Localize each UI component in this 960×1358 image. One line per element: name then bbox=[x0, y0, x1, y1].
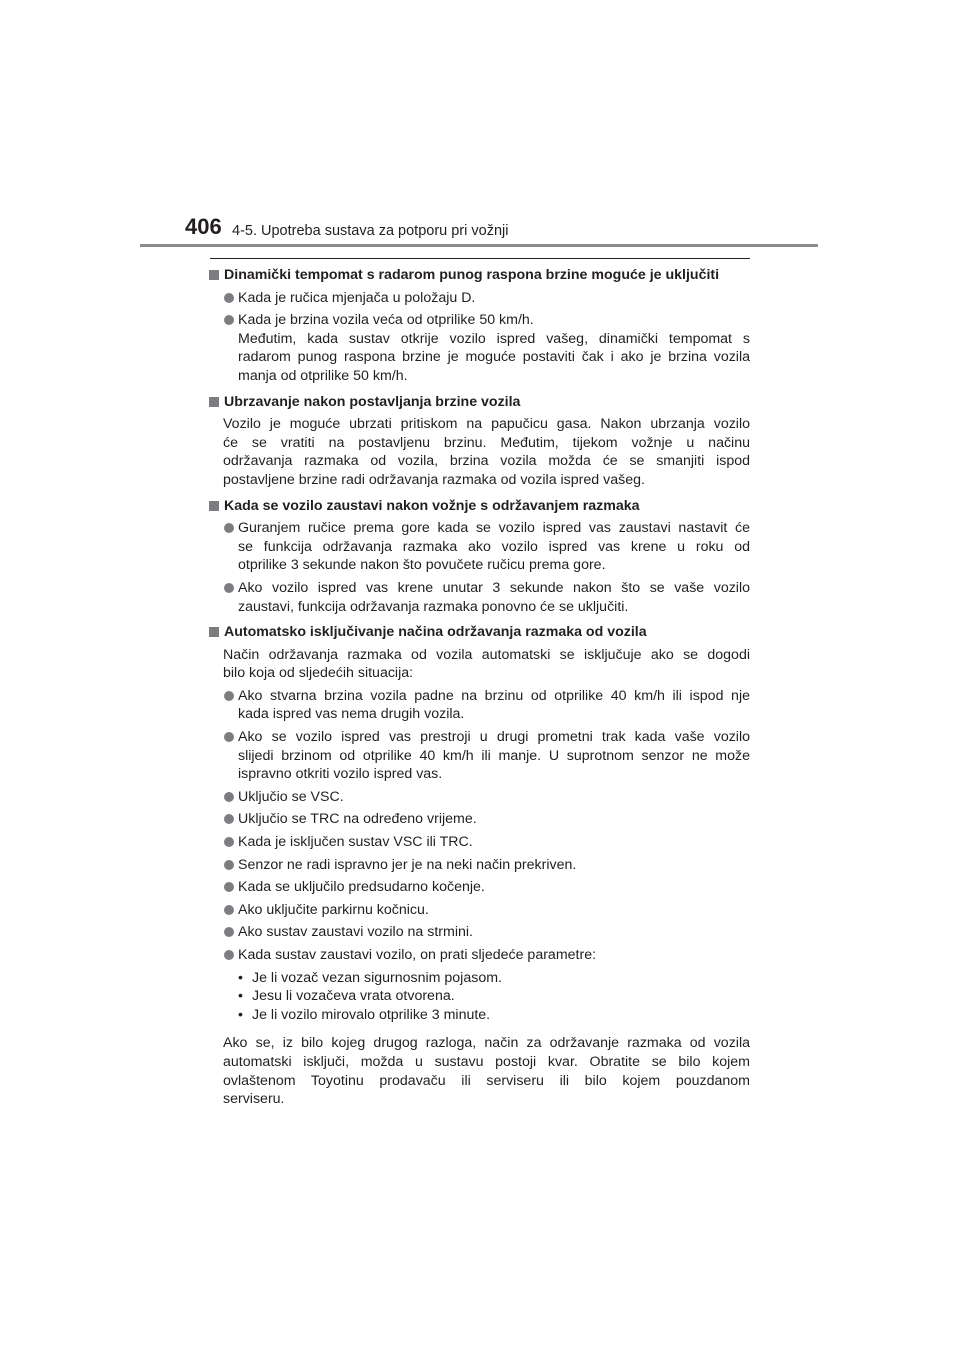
list-item: Senzor ne radi ispravno jer je na neki način prekriven. bbox=[208, 856, 750, 875]
circle-bullet-icon bbox=[224, 882, 234, 892]
list-item: Ako se vozilo ispred vas prestroji u drugi prometni trak kada vaše vozilo slijedi brzinom od otprilike 40 km/h ili manje. U suprotnom senzor ne može ispravno otkriti vozilo ispred vas. bbox=[208, 728, 750, 784]
circle-bullet-icon bbox=[224, 523, 234, 533]
circle-bullet-icon bbox=[224, 315, 234, 325]
section-heading: Kada se vozilo zaustavi nakon vožnje s održavanjem razmaka bbox=[208, 497, 750, 516]
circle-bullet-icon bbox=[224, 732, 234, 742]
list-item: Kada je isključen sustav VSC ili TRC. bbox=[208, 833, 750, 852]
circle-bullet-icon bbox=[224, 837, 234, 847]
section-heading: Ubrzavanje nakon postavljanja brzine vozila bbox=[208, 393, 750, 412]
circle-bullet-icon bbox=[224, 905, 234, 915]
circle-bullet-icon bbox=[224, 814, 234, 824]
sub-list-item: • Je li vozač vezan sigurnosnim pojasom. bbox=[238, 969, 502, 986]
section-heading: Automatsko isključivanje načina održavanja razmaka od vozila bbox=[208, 623, 750, 642]
list-item: Kada sustav zaustavi vozilo, on prati sljedeće parametre: bbox=[208, 946, 750, 965]
sub-bullet-marker: • bbox=[238, 988, 243, 1005]
section-paragraph: Vozilo je moguće ubrzati pritiskom na papučicu gasa. Nakon ubrzanja vozilo će se vratiti na postavljenu brzinu. Međutim, tijekom vožnje u načinu održavanja razmaka od vozila, brzina vozila možda će se smanjiti ispod postavljene brzine radi održavanja razmaka od vozila ispred vašeg. bbox=[223, 416, 750, 488]
circle-bullet-icon bbox=[224, 691, 234, 701]
header-rule bbox=[140, 244, 818, 247]
circle-bullet-icon bbox=[224, 792, 234, 802]
sub-list-item: • Je li vozilo mirovalo otprilike 3 minute. bbox=[238, 1006, 491, 1023]
closing-paragraph: Ako se, iz bilo kojeg drugog razloga, način za održavanje razmaka od vozila automatski isključi, možda u sustavu postoji kvar. Obratite se bilo kojem ovlaštenom Toyotinu prodavaču ili serviseru ili bilo kojem pouzdanom serviseru. bbox=[223, 1035, 750, 1108]
sub-list bbox=[208, 969, 750, 1025]
section-heading: Dinamički tempomat s radarom punog raspona brzine moguće je uključiti bbox=[208, 266, 750, 285]
circle-bullet-icon bbox=[224, 927, 234, 937]
list-item: Ako stvarna brzina vozila padne na brzinu od otprilike 40 km/h ili ispod nje kada ispred vas nema drugih vozila. bbox=[208, 687, 750, 724]
list-item: Ako uključite parkirnu kočnicu. bbox=[208, 901, 750, 920]
square-bullet-icon bbox=[209, 501, 219, 511]
section-paragraph: Način održavanja razmaka od vozila automatski se isključuje ako se dogodi bilo koja od sljedećih situacija: bbox=[223, 646, 750, 682]
list-item: Kada je brzina vozila veća od otprilike 50 km/h. Međutim, kada sustav otkrije vozilo ispred vašeg, dinamički tempomat s radarom punog raspona brzine je moguće postaviti čak i ako je brzina vozila manja od otprilike 50 km/h. bbox=[208, 311, 750, 385]
page-number: 406 bbox=[185, 214, 222, 239]
circle-bullet-icon bbox=[224, 583, 234, 593]
sub-bullet-marker: • bbox=[238, 969, 243, 986]
list-item: Guranjem ručice prema gore kada se vozilo ispred vas zaustavi nastavit će se funkcija održavanja razmaka ako vozilo ispred vas krene u roku od otprilike 3 sekunde nakon što povučete ručicu prema gore. bbox=[208, 519, 750, 575]
list-item: Ako vozilo ispred vas krene unutar 3 sekunde nakon što se vaše vozilo zaustavi, funkcija održavanja razmaka ponovno će se uključiti. bbox=[208, 579, 750, 616]
square-bullet-icon bbox=[209, 397, 219, 407]
square-bullet-icon bbox=[209, 270, 219, 280]
circle-bullet-icon bbox=[224, 293, 234, 303]
chapter-title: 4-5. Upotreba sustava za potporu pri vožnji bbox=[232, 223, 509, 239]
list-item: Ako sustav zaustavi vozilo na strmini. bbox=[208, 923, 750, 942]
sub-list-item: • Jesu li vozačeva vrata otvorena. bbox=[238, 988, 455, 1005]
list-item: Uključio se VSC. bbox=[208, 788, 750, 807]
circle-bullet-icon bbox=[224, 860, 234, 870]
list-item: Kada se uključilo predsudarno kočenje. bbox=[208, 878, 750, 897]
list-item: Uključio se TRC na određeno vrijeme. bbox=[208, 810, 750, 829]
page-content bbox=[208, 266, 750, 1109]
square-bullet-icon bbox=[209, 627, 219, 637]
sub-bullet-marker: • bbox=[238, 1006, 243, 1023]
section-rule bbox=[210, 258, 750, 259]
list-item: Kada je ručica mjenjača u položaju D. bbox=[208, 289, 750, 308]
circle-bullet-icon bbox=[224, 950, 234, 960]
